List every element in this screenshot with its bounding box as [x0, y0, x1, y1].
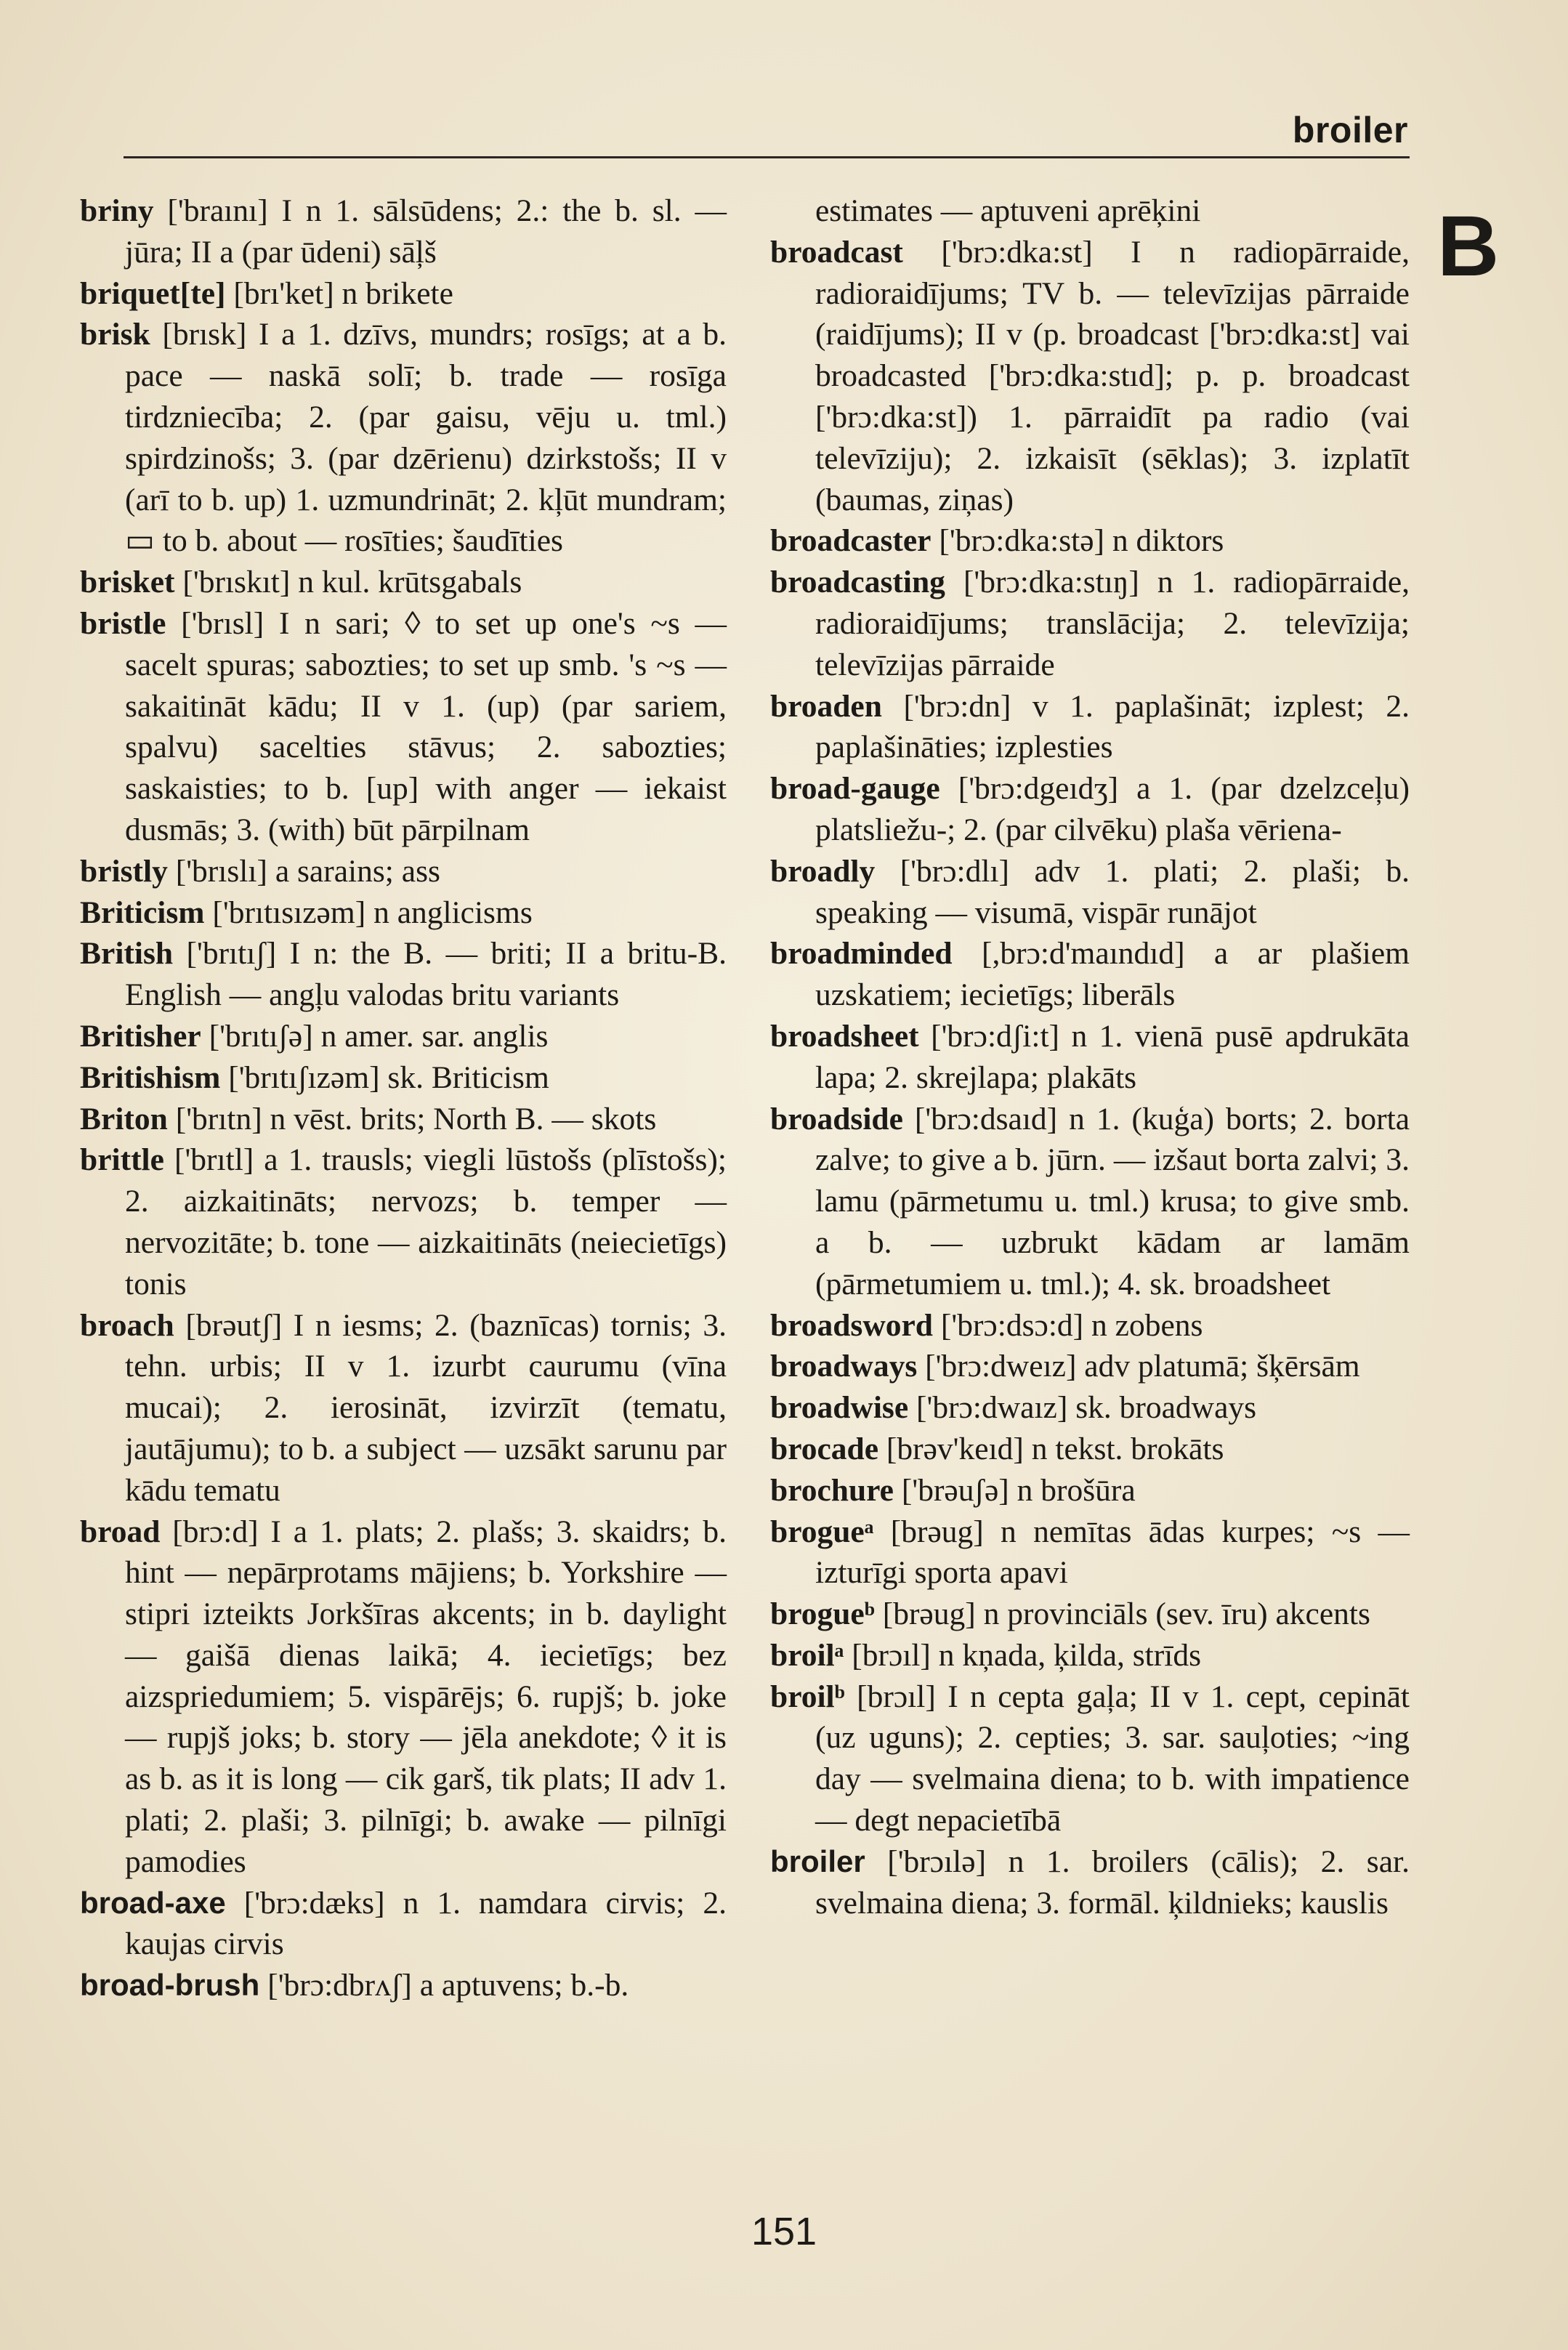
definition: ['brɔ:dlı] adv 1. plati; 2. plaši; b. speaking — visumā, vispār runājot: [815, 853, 1410, 930]
header-rule: [124, 156, 1410, 158]
entry: [80, 1099, 727, 1140]
entry: [770, 1429, 1410, 1470]
guide-word: broiler: [1292, 110, 1408, 150]
entry: [770, 1511, 1410, 1594]
left-column: [80, 190, 727, 2006]
headword: briny: [80, 193, 154, 228]
entry: [80, 1511, 727, 1883]
page-number: 151: [751, 2210, 817, 2253]
entry: [80, 190, 727, 273]
definition: [brəug] n nemītas ādas kurpes; ~s — izturīgi sporta apavi: [815, 1514, 1410, 1591]
definition: [brəutʃ] I n iesms; 2. (baznīcas) tornis; 3. tehn. urbis; II v 1. izurbt caurumu (vīna mucai); 2. ierosināt, izvirzīt (tematu, jautājumu); to b. a subject — uzsākt sarunu par kādu tematu: [125, 1307, 727, 1508]
definition: ['brıtıʃə] n amer. sar. anglis: [209, 1018, 549, 1054]
entry: [770, 1305, 1410, 1346]
entry: [770, 232, 1410, 521]
thumb-index-letter: B: [1437, 198, 1500, 294]
entry: [80, 1305, 727, 1511]
headword: broad-axe: [80, 1885, 226, 1920]
definition: [brɔıl] n kņada, ķilda, strīds: [852, 1637, 1202, 1673]
entry: [80, 603, 727, 851]
definition: ['brɔ:dgeıdʒ] a 1. (par dzelzceļu) platsliežu-; 2. (par cilvēku) plaša vēriena-: [815, 771, 1410, 847]
headword: brogueᵃ: [770, 1514, 874, 1549]
headword: broad: [80, 1514, 161, 1549]
headword: broach: [80, 1307, 174, 1343]
headword: Britisher: [80, 1018, 201, 1054]
headword: Britishism: [80, 1059, 221, 1095]
entry: [80, 1139, 727, 1304]
headword: brocade: [770, 1431, 879, 1466]
definition: [brəv'keıd] n tekst. brokāts: [886, 1431, 1224, 1466]
entry: [770, 1016, 1410, 1099]
definition: [brəug] n provinciāls (sev. īru) akcents: [882, 1596, 1370, 1632]
definition: ['brɔ:dn] v 1. paplašināt; izplest; 2. paplašināties; izplesties: [815, 688, 1410, 765]
definition: ['braını] I n 1. sālsūdens; 2.: the b. sl. — jūra; II a (par ūdeni) sāļš: [125, 193, 727, 270]
headword: bristle: [80, 605, 166, 641]
definition: [brı'ket] n brikete: [233, 275, 453, 311]
headword: broadways: [770, 1349, 918, 1384]
headword: broad-brush: [80, 1968, 260, 2003]
entry: [770, 686, 1410, 769]
definition: ['brɔ:dsaıd] n 1. (kuģa) borts; 2. borta zalve; to give a b. jūrn. — izšaut borta zalvi; 3. lamu (pārmetumu u. tml.) krusa; to give smb. a b. — uzbrukt kādam ar lamām (pārmetumiem u. tml.); 4. sk. broadsheet: [815, 1101, 1410, 1301]
headword: broadcaster: [770, 523, 931, 559]
definition: ['brıtn] n vēst. brits; North B. — skots: [175, 1101, 657, 1136]
definition: ['brɔ:dʃi:t] n 1. vienā pusē apdrukāta lapa; 2. skrejlapa; plakāts: [815, 1018, 1410, 1095]
headword: broilᵇ: [770, 1679, 845, 1714]
definition: ['brɔ:dæks] n 1. namdara cirvis; 2. kaujas cirvis: [125, 1885, 727, 1962]
entry: [80, 314, 727, 562]
headword: broadly: [770, 853, 876, 889]
definition: [brɔıl] I n cepta gaļa; II v 1. cept, cepināt (uz uguns); 2. cepties; 3. sar. sauļoties; ~ing day — svelmaina diena; to b. with impatience — degt nepacietībā: [815, 1679, 1410, 1838]
entry: [770, 1099, 1410, 1305]
headword: broiler: [770, 1844, 865, 1878]
definition: ['brɔ:dweız] adv platumā; šķērsām: [925, 1349, 1360, 1384]
entry: [770, 851, 1410, 934]
headword: briquet[te]: [80, 275, 226, 311]
entry: [770, 1841, 1410, 1924]
entry: [770, 520, 1410, 562]
definition: ['brıslı] a sarains; ass: [175, 853, 440, 889]
definition: ['brɔ:dwaız] sk. broadways: [916, 1390, 1257, 1426]
definition: ['brıtıʃ] I n: the B. — briti; II a britu-B. English — angļu valodas britu variants: [125, 936, 727, 1013]
entry: [770, 1594, 1410, 1635]
headword: Briton: [80, 1101, 168, 1136]
entry: [770, 562, 1410, 685]
headword: broadsheet: [770, 1018, 919, 1054]
entry: [770, 1470, 1410, 1511]
definition: ['brıskıt] n kul. krūtsgabals: [182, 565, 522, 600]
headword: broaden: [770, 688, 882, 724]
headword: broadsword: [770, 1307, 933, 1343]
headword: brogueᵇ: [770, 1596, 875, 1632]
headword: bristly: [80, 853, 168, 889]
entry: [80, 1965, 727, 2006]
entry: [80, 851, 727, 892]
entry: [80, 1016, 727, 1057]
definition: ['brəuʃə] n brošūra: [901, 1472, 1136, 1508]
entry: [80, 1057, 727, 1099]
definition: ['brɔ:dbrʌʃ] a aptuvens; b.-b.: [267, 1968, 629, 2003]
headword: broadminded: [770, 936, 953, 972]
entry: [80, 1883, 727, 1966]
entry: [770, 768, 1410, 851]
definition: ['brɔ:dka:stə] n diktors: [939, 523, 1224, 559]
headword: brisket: [80, 565, 175, 600]
entry: [80, 562, 727, 603]
definition: ['brɔ:dsɔ:d] n zobens: [940, 1307, 1203, 1343]
headword: Briticism: [80, 895, 205, 930]
entry: [770, 1387, 1410, 1429]
definition: ['brɔ:dka:st] I n radiopārraide, radioraidījums; TV b. — televīzijas pārraide (raidījums); II v (p. broadcast ['brɔ:dka:st] vai broadcasted ['brɔ:dka:stıd]; p. p. broadcast ['brɔ:dka:st]) 1. pārraidīt pa radio (vai televīziju); 2. izkaisīt (sēklas); 3. izplatīt (baumas, ziņas): [815, 234, 1410, 517]
definition: [brısk] I a 1. dzīvs, mundrs; rosīgs; at a b. pace — naskā solī; b. trade — rosīga tirdzniecība; 2. (par gaisu, vēju u. tml.) spirdzinošs; 3. (par dzērienu) dzirkstošs; II v (arī to b. up) 1. uzmundrināt; 2. kļūt mundram; ▭ to b. about — rosīties; šaudīties: [125, 317, 727, 559]
headword: broadwise: [770, 1390, 909, 1426]
headword: broadcasting: [770, 565, 945, 600]
entry: [770, 1346, 1410, 1387]
definition: ['brɔ:dka:stıŋ] n 1. radiopārraide, radioraidījums; translācija; 2. televīzija; televīzijas pārraide: [815, 565, 1410, 682]
definition: ['brıtıʃızəm] sk. Briticism: [228, 1059, 549, 1095]
entry: [80, 273, 727, 315]
headword: British: [80, 936, 174, 972]
entry-continuation: [770, 190, 1410, 232]
right-column: [770, 190, 1410, 1923]
entry: [770, 1635, 1410, 1676]
headword: brisk: [80, 317, 150, 352]
definition: ['brıtısızəm] n anglicisms: [212, 895, 533, 930]
entry: [80, 892, 727, 934]
entry: [770, 1676, 1410, 1841]
entry: [80, 933, 727, 1016]
entry: [770, 933, 1410, 1016]
headword: brochure: [770, 1472, 894, 1508]
headword: broilᵃ: [770, 1637, 844, 1673]
headword: broadcast: [770, 234, 903, 270]
definition: [brɔ:d] I a 1. plats; 2. plašs; 3. skaidrs; b. hint — nepārprotams mājiens; b. Yorkshire — stipri izteikts Jorkšīras akcents; in b. daylight — gaišā dienas laikā; 4. iecietīgs; bez aizspriedumiem; 5. vispārējs; 6. rupjš; b. joke — rupjš joks; b. story — jēla anekdote; ◊ it is as b. as it is long — cik garš, tik plats; II adv 1. plati; 2. plaši; 3. pilnīgi; b. awake — pilnīgi pamodies: [125, 1514, 727, 1879]
headword: broad-gauge: [770, 771, 940, 807]
definition: ['brɔılə] n 1. broilers (cālis); 2. sar. svelmaina diena; 3. formāl. ķildnieks; kauslis: [815, 1844, 1410, 1921]
definition: estimates — aptuveni aprēķini: [815, 193, 1201, 228]
headword: broadside: [770, 1101, 903, 1136]
definition: ['brıtl] a 1. trausls; viegli lūstošs (plīstošs); 2. aizkaitināts; nervozs; b. temper — nervozitāte; b. tone — aizkaitināts (neiecietīgs) tonis: [125, 1142, 727, 1301]
definition: ['brısl] I n sari; ◊ to set up one's ~s — sacelt spuras; sabozties; to set up smb. 's ~s — sakaitināt kādu; II v 1. (up) (par sariem, spalvu) sacelties stāvus; 2. sabozties; saskaisties; to b. [up] with anger — iekaist dusmās; 3. (with) būt pārpilnam: [125, 605, 727, 847]
definition: [,brɔ:d'maındıd] a ar plašiem uzskatiem; iecietīgs; liberāls: [815, 936, 1410, 1013]
headword: brittle: [80, 1142, 164, 1178]
